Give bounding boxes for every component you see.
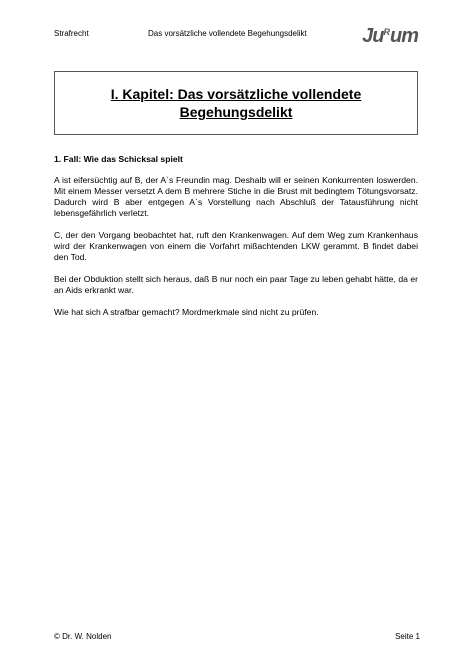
logo-prefix: Ju (362, 25, 384, 47)
case-heading: 1. Fall: Wie das Schicksal spielt (54, 154, 183, 164)
page-header (54, 25, 420, 51)
case-content (54, 154, 418, 329)
logo-suffix: um (390, 25, 418, 47)
case-paragraph: A ist eifersüchtig auf B, der A`s Freundin mag. Deshalb will er seinen Konkurrenten loswerden. Mit einem Messer versetzt A dem B mehrere Stiche in die Brust mit bedingtem Tötungsvorsatz. Dadurch wird B aber entgegen A`s Vorstellung nach Abschluß der Tatausführung nicht lebensgefährlich verletzt. (54, 175, 418, 218)
logo-mid: R (383, 27, 390, 37)
footer-page-number: Seite 1 (395, 632, 420, 641)
case-paragraph: C, der den Vorgang beobachtet hat, ruft den Krankenwagen. Auf dem Weg zum Krankenhaus wird der Krankenwagen von einem die Vorfahrt mißachtenden LKW gerammt. B findet dabei den Tod. (54, 230, 418, 262)
case-question: Wie hat sich A strafbar gemacht? Mordmerkmale sind nicht zu prüfen. (54, 307, 319, 317)
footer-copyright: © Dr. W. Nolden (54, 632, 112, 641)
chapter-title-line-1: I. Kapitel: Das vorsätzliche vollendete (110, 86, 362, 102)
jurum-logo (362, 25, 418, 48)
header-topic: Das vorsätzliche vollendete Begehungsdelikt (148, 29, 307, 38)
chapter-title-line-2: Begehungsdelikt (179, 104, 293, 120)
chapter-title-box (54, 71, 418, 135)
header-subject: Strafrecht (54, 29, 89, 38)
case-paragraph: Bei der Obduktion stellt sich heraus, daß B nur noch ein paar Tage zu leben gehabt hätte, da er an Aids erkrankt war. (54, 274, 418, 295)
